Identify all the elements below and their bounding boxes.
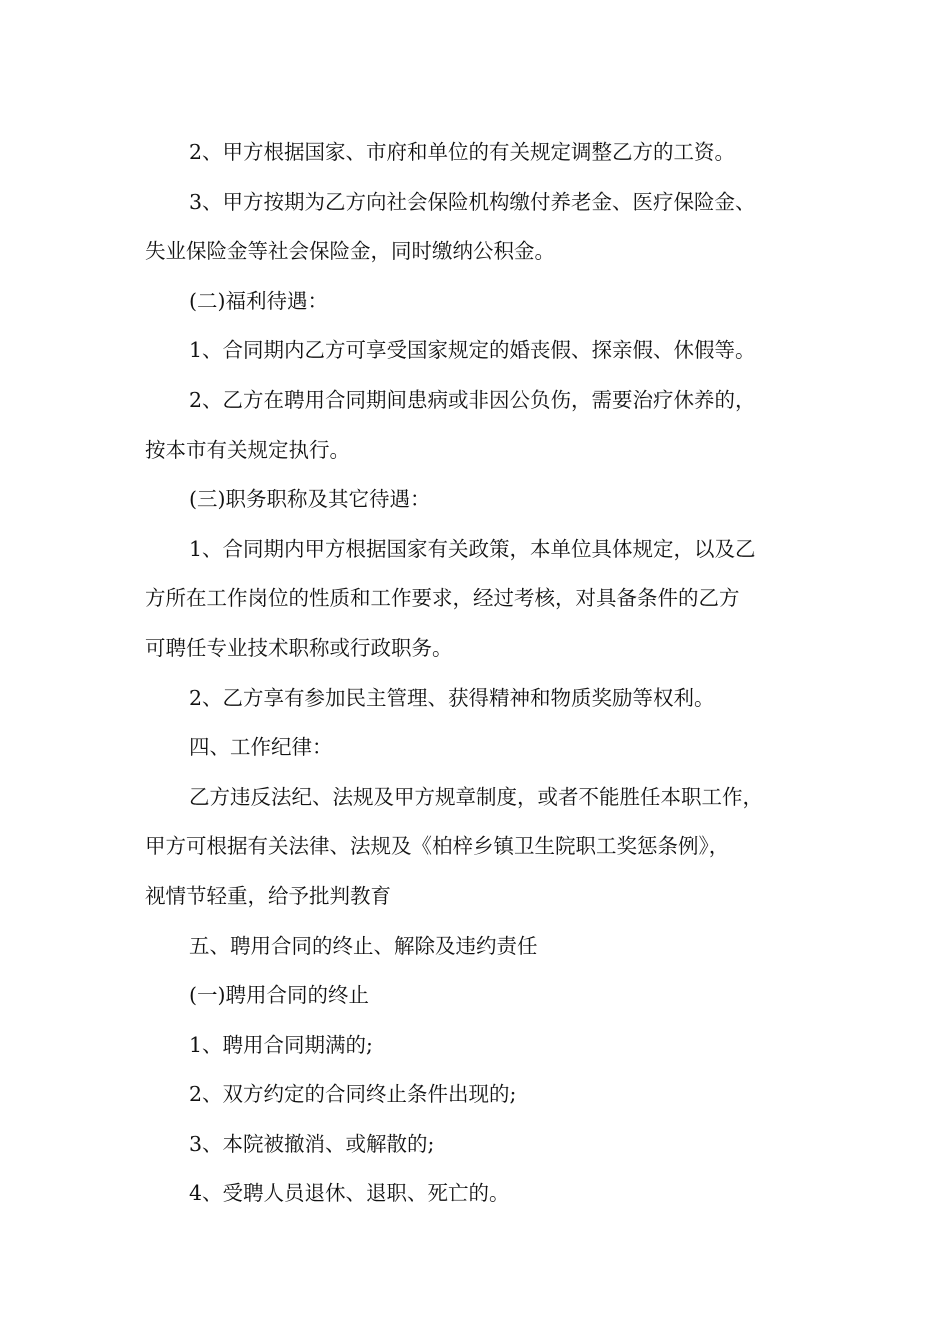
paragraph-line: 乙方违反法纪、法规及甲方规章制度，或者不能胜任本职工作， bbox=[189, 784, 763, 809]
paragraph-line: 1、合同期内甲方根据国家有关政策，本单位具体规定，以及乙 bbox=[189, 536, 756, 561]
paragraph-line: 3、甲方按期为乙方向社会保险机构缴付养老金、医疗保险金、 bbox=[189, 189, 756, 214]
paragraph-line: 可聘任专业技术职称或行政职务。 bbox=[145, 635, 453, 660]
list-item: 1、聘用合同期满的; bbox=[189, 1032, 373, 1057]
paragraph-line: 方所在工作岗位的性质和工作要求，经过考核，对具备条件的乙方 bbox=[145, 586, 740, 611]
section-heading: 四、工作纪律： bbox=[189, 735, 333, 760]
list-item: 4、受聘人员退休、退职、死亡的。 bbox=[189, 1181, 510, 1206]
paragraph-line: 2、甲方根据国家、市府和单位的有关规定调整乙方的工资。 bbox=[189, 140, 736, 164]
list-item: 2、双方约定的合同终止条件出现的; bbox=[189, 1082, 517, 1107]
section-heading: (三)职务职称及其它待遇： bbox=[189, 487, 431, 512]
document-body bbox=[145, 128, 825, 1219]
paragraph-line: 2、乙方在聘用合同期间患病或非因公负伤，需要治疗休养的， bbox=[189, 387, 756, 412]
paragraph-line: 2、乙方享有参加民主管理、获得精神和物质奖励等权利。 bbox=[189, 685, 715, 710]
section-heading: (一)聘用合同的终止 bbox=[189, 983, 369, 1008]
paragraph-line: 1、合同期内乙方可享受国家规定的婚丧假、探亲假、休假等。 bbox=[189, 338, 756, 363]
paragraph-line: 视情节轻重，给予批判教育 bbox=[145, 883, 391, 908]
paragraph-line: 按本市有关规定执行。 bbox=[145, 437, 350, 462]
paragraph-line: 失业保险金等社会保险金，同时缴纳公积金。 bbox=[145, 239, 555, 264]
paragraph-line: 甲方可根据有关法律、法规及《柏梓乡镇卫生院职工奖惩条例》， bbox=[145, 834, 730, 859]
section-heading: 五、聘用合同的终止、解除及违约责任 bbox=[189, 933, 538, 958]
list-item: 3、本院被撤消、或解散的; bbox=[189, 1131, 435, 1156]
section-heading: (二)福利待遇： bbox=[189, 288, 328, 313]
